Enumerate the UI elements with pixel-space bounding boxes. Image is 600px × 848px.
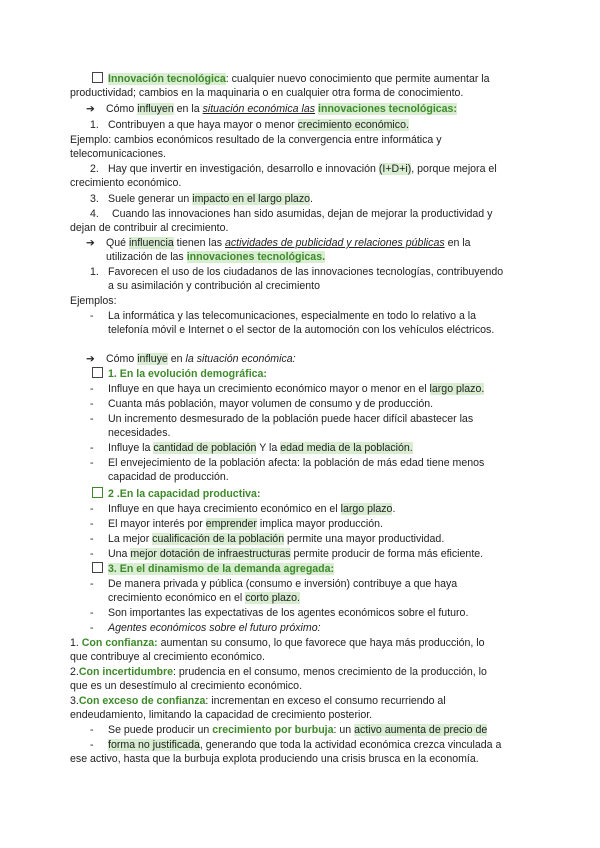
item-highlight: largo plazo. [429,383,485,395]
item-highlight: activo aumenta de precio de [354,724,488,736]
item-cont: ese activo, hasta que la burbuja explota produciendo una crisis brusca en la economía. [70,753,479,765]
arrow-right-icon: ➔ [86,353,95,365]
q-highlight: influencia [128,237,174,249]
item-highlight: mejor dotación de infraestructuras [130,548,291,560]
dash-icon: - [90,548,94,560]
heading-text: 3. En el dinamismo de la demanda agregada: [108,563,335,575]
item-text: Agentes económicos sobre el futuro próximo: [108,622,321,634]
list-item [90,118,600,132]
item-text: . [310,193,313,205]
dash-icon: - [90,383,94,395]
dash-icon: - [90,739,94,751]
item-text: De manera privada y pública (consumo e inversión) contribuye a que haya [108,578,458,590]
list-item [90,265,600,279]
heading-capacidad [92,487,600,501]
item-highlight: cualificación de la población [152,533,285,545]
dash-icon: - [90,622,94,634]
definition-cont: productividad; cambios en la maquinaria o en cualquier otra forma de conocimiento. [70,87,464,99]
list-item [90,162,600,176]
checkbox-icon[interactable] [92,562,103,573]
item-highlight: forma no justificada [108,739,200,751]
item-text: Suele generar un [108,193,193,205]
q-text: Cómo [106,103,138,115]
item-number: 4. [90,208,99,220]
item-term: crecimiento por burbuja [212,724,334,736]
item-cont: que contribuye al crecimiento económico. [70,651,265,663]
q-actividades: actividades de publicidad y relaciones públicas [224,237,445,249]
item-number: 2. [90,163,99,175]
item-number: 1. [90,266,99,278]
item-highlight: (I+D+i) [378,163,412,175]
item-text: Influye en que haya un crecimiento económico mayor o menor en el [108,383,430,395]
item-term: Con confianza: [81,637,158,649]
item-highlight: emprender [205,518,257,530]
item-term: Con incertidumbre [78,666,174,678]
dash-icon: - [90,442,94,454]
dash-icon: - [90,518,94,530]
q-text: Qué [106,237,129,249]
item-text: implica mayor producción. [256,518,383,530]
checkbox-icon[interactable] [92,487,103,498]
heading-text: 2 .En la capacidad productiva: [108,488,261,500]
q-innovaciones: innovaciones tecnológicas: [318,103,457,115]
item-text: . [392,503,396,515]
question-como-influye [86,352,600,366]
heading-innovacion [92,72,600,86]
dash-item [90,412,600,426]
item-text: Se puede producir un [108,724,213,736]
dash-icon: - [90,578,94,590]
item-text: : incrementan en exceso el consumo recurriendo al [205,695,446,707]
item-text: Cuando las innovaciones han sido asumidas, dejan de mejorar la productividad y [112,208,493,220]
dash-item [90,382,600,396]
examples-label: Ejemplos: [70,295,117,307]
dash-item [90,621,600,635]
heading-text: 1. En la evolución demográfica: [108,368,267,380]
item-cont: necesidades. [108,427,171,439]
item-text: Favorecen el uso de los ciudadanos de las innovaciones tecnologías, contribuyendo [108,266,504,278]
item-number: 3. [70,695,79,707]
item-highlight: corto plazo. [245,592,300,604]
expectation-item [70,694,600,708]
q-highlight: influyen [137,103,174,115]
list-item [90,192,600,206]
item-text: permite producir de forma más eficiente. [290,548,484,560]
dash-icon: - [90,413,94,425]
definition-text: : cualquier nuevo conocimiento que permite aumentar la [225,73,490,85]
item-text: crecimiento económico en el [108,592,246,604]
item-cont [108,591,600,605]
dash-icon: - [90,503,94,515]
item-text: Y la [256,442,281,454]
item-text: Influye la [108,442,154,454]
q-text: en [167,353,186,365]
item-text: Hay que invertir en investigación, desarrollo e innovación [108,163,379,175]
example-cont: telecomunicaciones. [70,148,166,160]
dash-item [90,547,600,561]
item-text: Influye en que haya crecimiento económico en el [108,503,341,515]
item-text: El envejecimiento de la población afecta: la población de más edad tiene menos [108,457,485,469]
item-number: 3. [90,193,99,205]
item-text: Contribuyen a que haya mayor o menor [108,119,298,131]
heading-demanda [92,562,600,576]
item-text: : un [333,724,355,736]
dash-item [90,577,600,591]
expectation-item [70,665,600,679]
q-situacion: situación económica [202,103,299,115]
item-highlight: cantidad de población [153,442,257,454]
item-cont: endeudamiento, limitando la capacidad de crecimiento posterior. [70,709,373,721]
item-highlight: largo plazo [340,503,393,515]
item-text: : prudencia en el consumo, menos crecimiento de la producción, lo [173,666,487,678]
dash-icon: - [90,310,94,322]
item-text: Una [108,548,131,560]
item-cont: crecimiento económico. [70,177,182,189]
item-text: , porque mejora el [411,163,497,175]
item-cont: que es un desestímulo al crecimiento económico. [70,680,303,692]
item-term: Con exceso de confianza [78,695,206,707]
item-text: Cuanta más población, mayor volumen de consumo y de producción. [108,398,434,410]
dash-item [90,456,600,470]
item-text: permite una mayor productividad. [284,533,445,545]
heading-demografica [92,367,600,381]
item-number: 1. [90,119,99,131]
dash-item [90,502,600,516]
expectation-item [70,636,600,650]
item-cont: a su asimilación y contribución al crecimiento [108,280,320,292]
item-text: Son importantes las expectativas de los agentes económicos sobre el futuro. [108,607,469,619]
q-text: Cómo [106,353,138,365]
item-text: La mejor [108,533,153,545]
dash-icon: - [90,533,94,545]
dash-item [90,532,600,546]
dash-item [90,738,600,752]
q-text: en la [444,237,471,249]
q-text: tienen las [173,237,225,249]
arrow-right-icon: ➔ [86,237,95,249]
item-text: La informática y las telecomunicaciones, especialmente en todo lo relativo a la [108,310,477,322]
dash-icon: - [90,457,94,469]
dash-icon: - [90,607,94,619]
question-que-influencia [86,236,600,250]
item-highlight: crecimiento económico. [297,119,409,131]
item-highlight: impacto en el largo plazo [192,193,311,205]
item-cont: capacidad de producción. [108,471,229,483]
dash-item [90,309,600,323]
dash-item [90,441,600,455]
example-text: Ejemplo: cambios económicos resultado de la convergencia entre informática y [70,134,442,146]
list-item [90,207,600,221]
item-highlight: edad media de la población. [280,442,413,454]
dash-item [90,723,600,737]
item-text: El mayor interés por [108,518,206,530]
item-text: Un incremento desmesurado de la población puede hacer difícil abastecer las [108,413,474,425]
item-number: 2. [70,666,79,678]
q-situacion: la situación económica: [185,353,296,365]
q-innovaciones: innovaciones tecnológicas. [186,251,326,263]
dash-item [90,517,600,531]
dash-item [90,397,600,411]
item-cont: telefonía móvil e Internet o el sector de la automoción con los vehículos eléctricos. [108,324,495,336]
question-como-influyen [86,102,600,116]
item-number: 1. [70,637,82,649]
q-las: las [298,103,316,115]
question-cont [106,250,600,264]
q-text: en la [173,103,203,115]
arrow-right-icon: ➔ [86,103,95,115]
item-cont: dejan de contribuir al crecimiento. [70,222,229,234]
checkbox-icon[interactable] [92,367,103,378]
dash-item [90,606,600,620]
checkbox-icon[interactable] [92,72,103,83]
item-text: , generando que toda la actividad económica crezca vinculada a [199,739,502,751]
dash-icon: - [90,724,94,736]
term-innovacion: Innovación tecnológica [108,73,226,85]
item-text: aumentan su consumo, lo que favorece que haya más producción, lo [157,637,485,649]
q-text: utilización de las [106,251,187,263]
q-highlight: influye [137,353,168,365]
dash-icon: - [90,398,94,410]
